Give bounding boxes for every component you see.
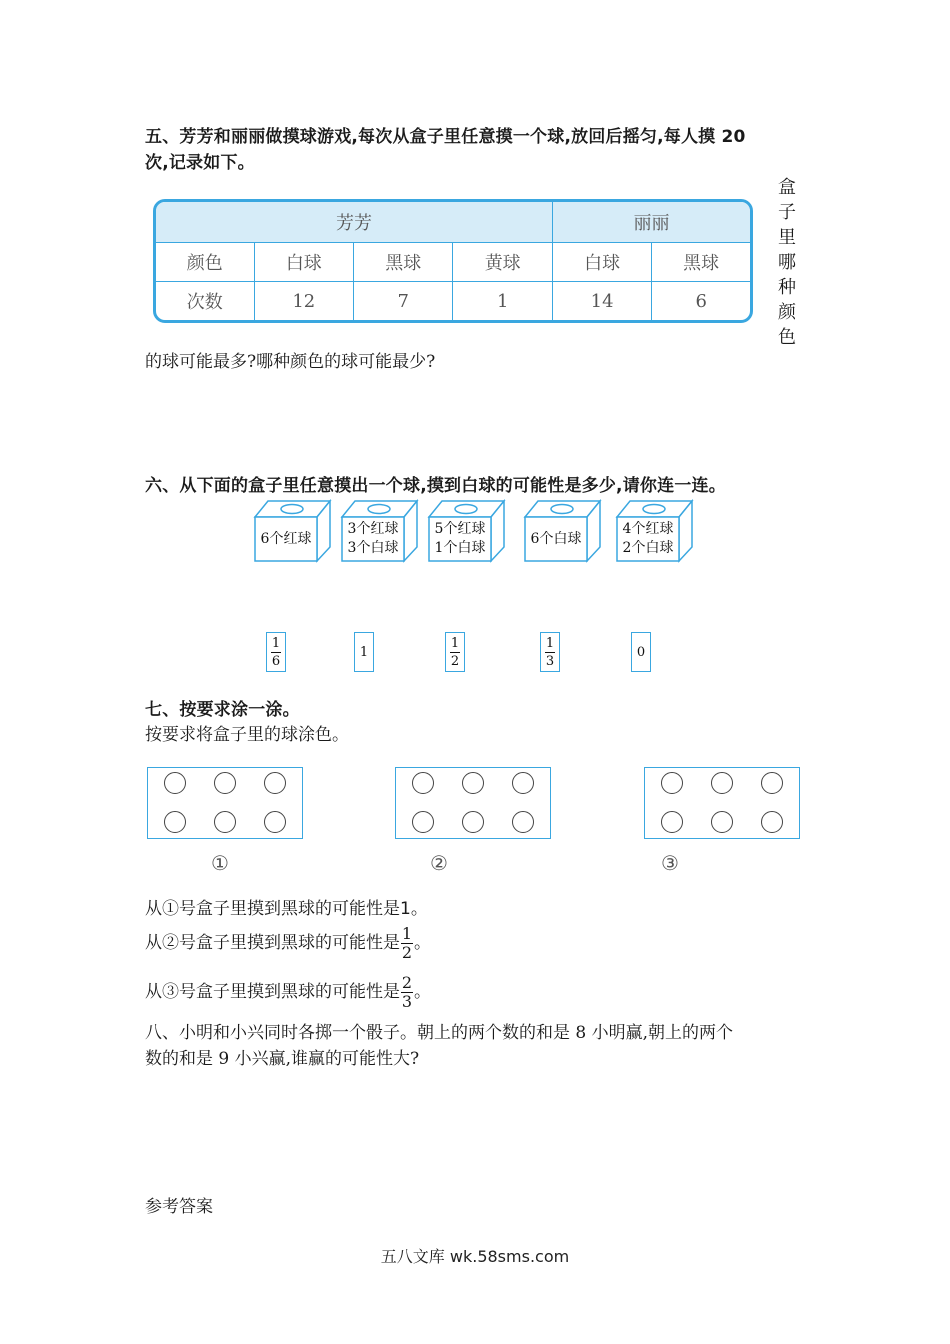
vertical-char: 子 (778, 202, 796, 223)
color-cell: 白球 (254, 243, 353, 282)
ball-box-5 (614, 497, 694, 563)
ball[interactable] (711, 772, 733, 794)
q7-subtitle: 按要求将盒子里的球涂色。 (145, 725, 349, 745)
q7-title: 七、按要求涂一涂。 (145, 700, 300, 720)
ball[interactable] (264, 811, 286, 833)
box-text: 2个白球 (622, 540, 674, 556)
ball[interactable] (761, 811, 783, 833)
fraction: $\frac{1}{2}$ (401, 923, 413, 962)
answers-heading: 参考答案 (145, 1197, 213, 1217)
ball[interactable] (512, 772, 534, 794)
ball[interactable] (264, 772, 286, 794)
row-label-count: 次数 (156, 282, 254, 320)
count-cell: 7 (354, 282, 453, 320)
q5-continuation: 的球可能最多?哪种颜色的球可能最少? (145, 352, 436, 372)
q7-statement-1: 从①号盒子里摸到黑球的可能性是1。 (145, 899, 428, 919)
ball-box-4 (522, 497, 602, 563)
vertical-char: 里 (778, 227, 796, 248)
q8-line1: 八、小明和小兴同时各掷一个骰子。朝上的两个数的和是 8 小明赢,朝上的两个 (145, 1023, 734, 1043)
count-cell: 6 (652, 282, 750, 320)
ball[interactable] (761, 772, 783, 794)
ball[interactable] (661, 772, 683, 794)
ball[interactable] (661, 811, 683, 833)
ball[interactable] (164, 811, 186, 833)
box-label-2: ② (430, 851, 448, 875)
color-cell: 白球 (552, 243, 651, 282)
ball[interactable] (214, 811, 236, 833)
ball-box-3 (426, 497, 506, 563)
q6-title: 六、从下面的盒子里任意摸出一个球,摸到白球的可能性是多少,请你连一连。 (145, 476, 726, 496)
probability-card-0[interactable]: 0 (631, 632, 651, 672)
box-text: 5个红球 (434, 521, 486, 537)
probability-card-1[interactable]: 1 (354, 632, 374, 672)
color-box-3 (644, 767, 800, 839)
q8-line2: 数的和是 9 小兴赢,谁赢的可能性大? (145, 1049, 420, 1069)
ball-box-2 (339, 497, 419, 563)
vertical-char: 颜 (778, 302, 796, 323)
probability-card-1-6[interactable]: 1 6 (266, 632, 286, 672)
box-text: 6个红球 (260, 530, 312, 547)
vertical-char: 盒 (778, 177, 796, 198)
ball[interactable] (412, 811, 434, 833)
color-cell: 黑球 (354, 243, 453, 282)
q5-title-line1: 五、芳芳和丽丽做摸球游戏,每次从盒子里任意摸一个球,放回后摇匀,每人摸 20 (145, 127, 746, 147)
group-lili: 丽丽 (552, 202, 750, 243)
count-cell: 14 (552, 282, 651, 320)
footer-watermark: 五八文库 wk.58sms.com (380, 1247, 570, 1266)
box-text: 1个白球 (434, 540, 486, 556)
box-label-3: ③ (661, 851, 679, 875)
ball[interactable] (512, 811, 534, 833)
ball[interactable] (164, 772, 186, 794)
q7-statement-3: 从③号盒子里摸到黑球的可能性是 $\frac{2}{3}$ 。 (145, 972, 431, 1011)
box-text: 4个红球 (622, 521, 674, 537)
ball-box-1 (252, 497, 332, 563)
color-box-2 (395, 767, 551, 839)
probability-card-1-2[interactable]: 1 2 (445, 632, 465, 672)
count-cell: 12 (254, 282, 353, 320)
ball[interactable] (214, 772, 236, 794)
vertical-char: 哪 (778, 252, 796, 273)
box-label-1: ① (211, 851, 229, 875)
probability-card-1-3[interactable]: 1 3 (540, 632, 560, 672)
fraction: $\frac{2}{3}$ (401, 972, 413, 1011)
color-cell: 黄球 (453, 243, 552, 282)
record-table (153, 199, 753, 323)
box-text: 3个白球 (347, 540, 399, 556)
box-text: 6个白球 (530, 530, 582, 547)
q5-vertical-text (776, 175, 798, 350)
box-text: 3个红球 (347, 521, 399, 537)
color-cell: 黑球 (652, 243, 750, 282)
ball[interactable] (412, 772, 434, 794)
ball[interactable] (711, 811, 733, 833)
q7-statement-2: 从②号盒子里摸到黑球的可能性是 $\frac{1}{2}$ 。 (145, 923, 431, 962)
ball[interactable] (462, 772, 484, 794)
ball[interactable] (462, 811, 484, 833)
q5-title-line2: 次,记录如下。 (145, 153, 255, 173)
vertical-char: 种 (778, 277, 796, 298)
vertical-char: 色 (778, 327, 796, 348)
color-box-1 (147, 767, 303, 839)
group-fangfang: 芳芳 (156, 202, 552, 243)
count-cell: 1 (453, 282, 552, 320)
row-label-color: 颜色 (156, 243, 254, 282)
